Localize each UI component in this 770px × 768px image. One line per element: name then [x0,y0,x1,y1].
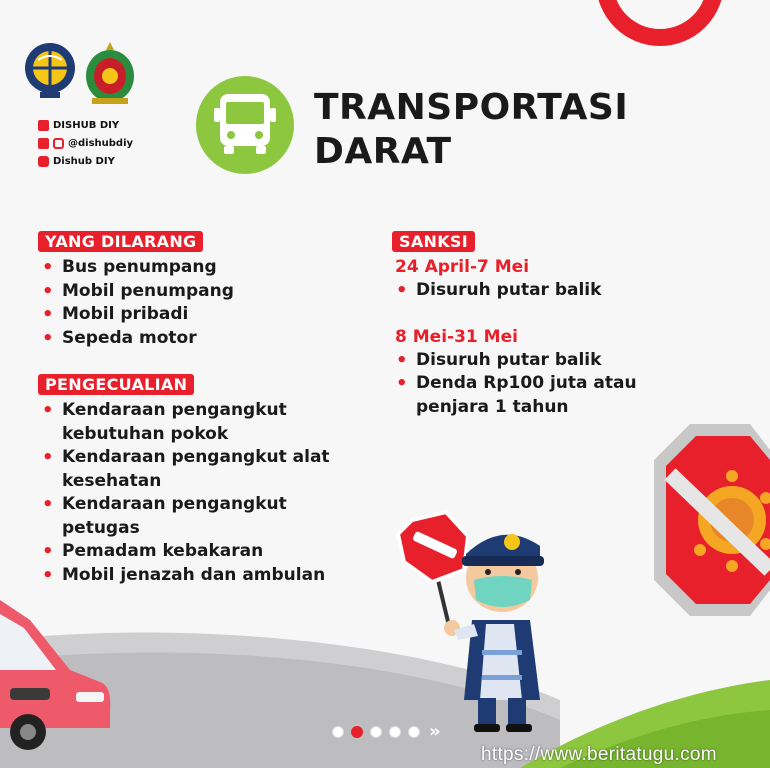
social-twitter-instagram[interactable]: @dishubdiy [38,138,133,149]
list-item: • Mobil jenazah dan ambulan [42,564,330,588]
list-item: • Kendaraan pengangkut kebutuhan pokok [42,399,330,446]
twitter-icon [38,138,49,149]
sanction-period-2-date: 8 Mei-31 Mei [395,326,518,347]
bus-icon [212,90,278,160]
pagination-dot[interactable] [389,726,401,738]
social-youtube[interactable]: Dishub DIY [38,156,115,167]
page-title: TRANSPORTASI DARAT [314,87,629,172]
list-item: • Sepeda motor [42,327,234,351]
instagram-icon [53,138,64,149]
next-chevron-icon[interactable]: » [429,721,441,742]
pagination-dot[interactable] [332,726,344,738]
list-item: • Mobil pribadi [42,303,234,327]
virus-stop-sign-icon [650,420,770,620]
sanctions-section [392,232,637,419]
pagination [332,721,441,742]
exceptions-label: PENGECUALIAN [38,374,194,395]
sanctions-label: SANKSI [392,231,475,252]
list-item: • Bus penumpang [42,256,234,280]
sanction-period-1-date: 24 April-7 Mei [395,257,530,277]
dishub-logo-icon [24,40,76,100]
sanction-period-1-list [396,279,637,303]
diy-emblem-icon [84,40,136,106]
pagination-dot[interactable] [408,726,420,738]
car-illustration-icon [0,590,115,750]
facebook-icon [38,120,49,131]
officer-illustration-icon [390,500,570,735]
sanction-period-2-list [396,349,637,420]
list-item: • Pemadam kebakaran [42,540,330,564]
list-item: • Disuruh putar balik [396,349,637,373]
list-item: • Kendaraan pengangkut alat kesehatan [42,446,330,493]
list-item: • Kendaraan pengangkut petugas [42,493,330,540]
list-item: • Denda Rp100 juta atau penjara 1 tahun [396,372,637,419]
pagination-dot[interactable] [370,726,382,738]
exceptions-list [42,399,330,587]
watermark-url: https://www.beritatugu.com [481,744,717,765]
youtube-icon [38,156,49,167]
prohibited-label: YANG DILARANG [38,231,203,252]
prohibited-list [42,256,234,350]
list-item: • Mobil penumpang [42,280,234,304]
prohibited-section [38,232,234,350]
pagination-dot-active[interactable] [351,726,363,738]
social-facebook[interactable]: DISHUB DIY [38,120,119,131]
exceptions-section [38,375,330,587]
list-item: • Disuruh putar balik [396,279,637,303]
